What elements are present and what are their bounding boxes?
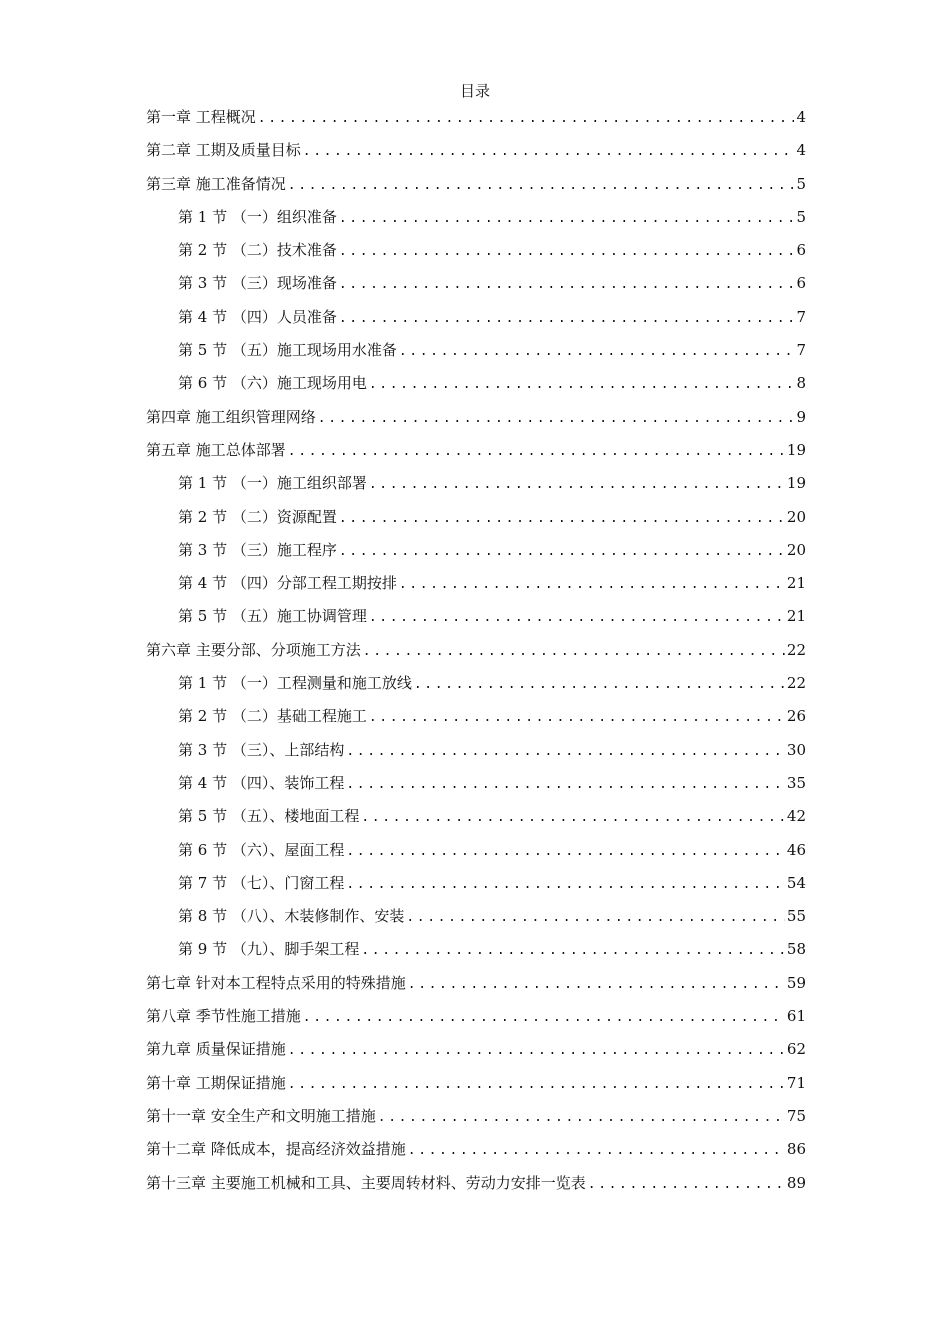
toc-leader-dots <box>369 707 785 729</box>
toc-page-number: 30 <box>786 740 806 759</box>
toc-page-number: 35 <box>786 773 806 792</box>
toc-chapter-entry[interactable] <box>146 406 806 439</box>
toc-leader-dots <box>288 441 785 463</box>
toc-chapter-entry[interactable] <box>146 1038 806 1071</box>
toc-leader-dots <box>288 1040 785 1062</box>
toc-list <box>146 106 806 1205</box>
toc-entry-label: 第 4 节 （四）分部工程工期按排 <box>178 574 397 593</box>
toc-page-number: 86 <box>786 1140 806 1159</box>
toc-entry-label: 第十三章 主要施工机械和工具、主要周转材料、劳动力安排一览表 <box>146 1173 586 1192</box>
toc-page-number: 4 <box>796 141 806 160</box>
toc-section-entry[interactable] <box>146 339 806 372</box>
toc-page-number: 7 <box>796 307 806 326</box>
toc-page-number: 9 <box>796 407 806 426</box>
toc-section-entry[interactable] <box>146 872 806 905</box>
toc-section-entry[interactable] <box>146 239 806 272</box>
toc-page-number: 4 <box>796 108 806 126</box>
toc-section-entry[interactable] <box>146 572 806 605</box>
toc-entry-label: 第 7 节 （七）、门窗工程 <box>178 873 345 892</box>
toc-entry-label: 第 3 节 （三）、上部结构 <box>178 740 345 759</box>
toc-leader-dots <box>346 774 785 796</box>
toc-page-number: 20 <box>786 540 806 559</box>
toc-entry-label: 第 4 节 （四）、装饰工程 <box>178 773 345 792</box>
toc-page-number: 6 <box>796 241 806 260</box>
toc-page-number: 22 <box>786 640 806 659</box>
toc-section-entry[interactable] <box>146 938 806 971</box>
toc-page-number: 59 <box>786 973 806 992</box>
toc-entry-label: 第 6 节 （六）、屋面工程 <box>178 840 345 859</box>
toc-leader-dots <box>361 940 785 962</box>
toc-entry-label: 第 4 节 （四）人员准备 <box>178 307 337 326</box>
toc-entry-label: 第十二章 降低成本，提高经济效益措施 <box>146 1140 406 1159</box>
toc-leader-dots <box>414 674 785 696</box>
toc-chapter-entry[interactable] <box>146 1172 806 1205</box>
toc-leader-dots <box>346 741 785 763</box>
toc-leader-dots <box>369 374 794 396</box>
toc-leader-dots <box>339 208 794 230</box>
toc-chapter-entry[interactable] <box>146 639 806 672</box>
toc-section-entry[interactable] <box>146 672 806 705</box>
toc-leader-dots <box>346 874 785 896</box>
toc-page-number: 19 <box>786 440 806 459</box>
toc-leader-dots <box>288 1074 785 1096</box>
toc-leader-dots <box>318 408 794 430</box>
toc-entry-label: 第 2 节 （二）技术准备 <box>178 241 337 260</box>
toc-page-number: 75 <box>786 1106 806 1125</box>
toc-chapter-entry[interactable] <box>146 139 806 172</box>
toc-chapter-entry[interactable] <box>146 439 806 472</box>
toc-leader-dots <box>399 574 785 596</box>
toc-leader-dots <box>369 607 785 629</box>
toc-section-entry[interactable] <box>146 772 806 805</box>
toc-leader-dots <box>408 974 785 996</box>
toc-entry-label: 第 9 节 （九）、脚手架工程 <box>178 940 360 959</box>
toc-section-entry[interactable] <box>146 539 806 572</box>
toc-section-entry[interactable] <box>146 272 806 305</box>
toc-entry-label: 第九章 质量保证措施 <box>146 1040 286 1059</box>
toc-leader-dots <box>378 1107 785 1129</box>
toc-section-entry[interactable] <box>146 705 806 738</box>
toc-page-number: 22 <box>786 674 806 693</box>
toc-section-entry[interactable] <box>146 472 806 505</box>
toc-leader-dots <box>369 474 785 496</box>
toc-leader-dots <box>406 907 785 929</box>
toc-section-entry[interactable] <box>146 506 806 539</box>
toc-leader-dots <box>303 141 794 163</box>
toc-page-number: 54 <box>786 873 806 892</box>
toc-page-number: 21 <box>786 607 806 626</box>
toc-chapter-entry[interactable] <box>146 1105 806 1138</box>
toc-chapter-entry[interactable] <box>146 173 806 206</box>
toc-leader-dots <box>588 1174 785 1196</box>
toc-leader-dots <box>339 241 794 263</box>
toc-entry-label: 第 3 节 （三）现场准备 <box>178 274 337 293</box>
toc-page-number: 5 <box>796 207 806 226</box>
toc-entry-label: 第 1 节 （一）工程测量和施工放线 <box>178 674 412 693</box>
toc-entry-label: 第 2 节 （二）资源配置 <box>178 507 337 526</box>
toc-leader-dots <box>288 175 794 197</box>
toc-page-number: 20 <box>786 507 806 526</box>
toc-leader-dots <box>346 841 785 863</box>
toc-section-entry[interactable] <box>146 739 806 772</box>
toc-page-number: 46 <box>786 840 806 859</box>
toc-page-number: 89 <box>786 1173 806 1192</box>
toc-entry-label: 第五章 施工总体部署 <box>146 440 286 459</box>
toc-section-entry[interactable] <box>146 605 806 638</box>
toc-entry-label: 第 6 节 （六）施工现场用电 <box>178 374 367 393</box>
toc-leader-dots <box>363 641 785 663</box>
toc-chapter-entry[interactable] <box>146 106 806 139</box>
toc-page-number: 55 <box>786 907 806 926</box>
toc-page-number: 7 <box>796 341 806 360</box>
toc-entry-label: 第 3 节 （三）施工程序 <box>178 540 337 559</box>
toc-entry-label: 第四章 施工组织管理网络 <box>146 407 316 426</box>
toc-chapter-entry[interactable] <box>146 1072 806 1105</box>
toc-chapter-entry[interactable] <box>146 972 806 1005</box>
toc-page-number: 21 <box>786 574 806 593</box>
toc-title: 目录 <box>459 82 490 100</box>
toc-page-number: 5 <box>796 174 806 193</box>
toc-entry-label: 第 5 节 （五）施工协调管理 <box>178 607 367 626</box>
toc-entry-label: 第 5 节 （五）、楼地面工程 <box>178 807 360 826</box>
toc-entry-label: 第 5 节 （五）施工现场用水准备 <box>178 341 397 360</box>
toc-leader-dots <box>399 341 794 363</box>
toc-page-number: 71 <box>786 1073 806 1092</box>
toc-leader-dots <box>339 274 794 296</box>
toc-leader-dots <box>258 108 794 130</box>
toc-section-entry[interactable] <box>146 372 806 405</box>
toc-leader-dots <box>303 1007 785 1029</box>
toc-page-number: 6 <box>796 274 806 293</box>
toc-section-entry[interactable] <box>146 839 806 872</box>
toc-entry-label: 第 2 节 （二）基础工程施工 <box>178 707 367 726</box>
toc-section-entry[interactable] <box>146 905 806 938</box>
toc-page-number: 19 <box>786 474 806 493</box>
toc-entry-label: 第八章 季节性施工措施 <box>146 1007 301 1026</box>
toc-section-entry[interactable] <box>146 206 806 239</box>
toc-entry-label: 第 1 节 （一）施工组织部署 <box>178 474 367 493</box>
toc-entry-label: 第十一章 安全生产和文明施工措施 <box>146 1106 376 1125</box>
toc-page-number: 42 <box>786 807 806 826</box>
toc-entry-label: 第二章 工期及质量目标 <box>146 141 301 160</box>
toc-entry-label: 第六章 主要分部、分项施工方法 <box>146 640 361 659</box>
toc-chapter-entry[interactable] <box>146 1005 806 1038</box>
toc-entry-label: 第 1 节 （一）组织准备 <box>178 207 337 226</box>
toc-chapter-entry[interactable] <box>146 1138 806 1171</box>
toc-entry-label: 第三章 施工准备情况 <box>146 174 286 193</box>
toc-page-number: 61 <box>786 1007 806 1026</box>
toc-entry-label: 第 8 节 （八）、木装修制作、安装 <box>178 907 405 926</box>
toc-leader-dots <box>339 308 794 330</box>
toc-leader-dots <box>361 807 785 829</box>
toc-page-number: 62 <box>786 1040 806 1059</box>
toc-entry-label: 第十章 工期保证措施 <box>146 1073 286 1092</box>
toc-page-number: 26 <box>786 707 806 726</box>
toc-section-entry[interactable] <box>146 805 806 838</box>
toc-page-number: 58 <box>786 940 806 959</box>
toc-leader-dots <box>408 1140 785 1162</box>
toc-page-number: 8 <box>796 374 806 393</box>
toc-section-entry[interactable] <box>146 306 806 339</box>
toc-leader-dots <box>339 541 785 563</box>
toc-entry-label: 第一章 工程概况 <box>146 108 256 126</box>
toc-entry-label: 第七章 针对本工程特点采用的特殊措施 <box>146 973 406 992</box>
toc-leader-dots <box>339 508 785 530</box>
